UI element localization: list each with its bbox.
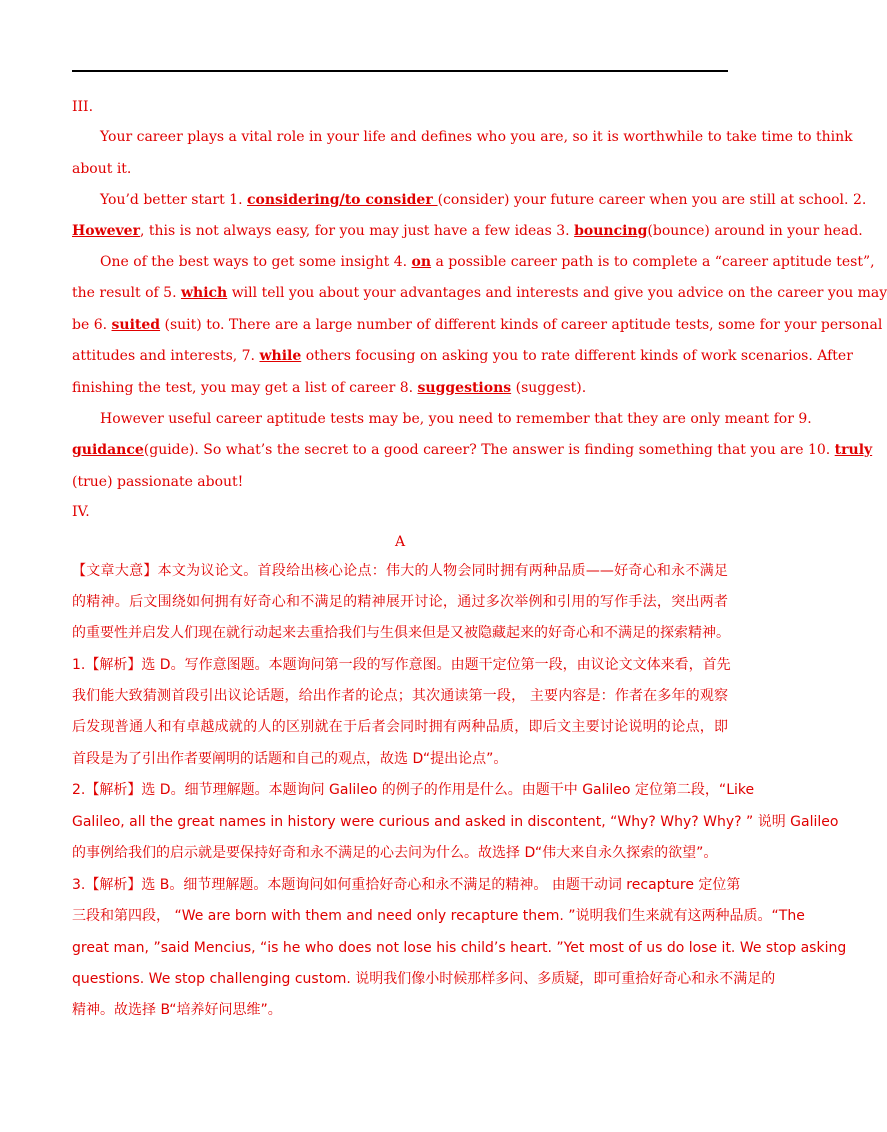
paragraph-line: [72, 316, 883, 334]
paragraph-line: (true) passionate about!: [72, 474, 244, 490]
analysis-line: questions. We stop challenging custom. 说明我们像小时候那样多问、多质疑，即可重拾好奇心和永不满足的: [72, 971, 776, 987]
answer-2: However: [72, 223, 140, 239]
analysis-line: 三段和第四段， “We are born with them and need only recapture them. ”说明我们生来就有这两种品质。“The: [72, 908, 805, 924]
analysis-line: 1.【解析】选 D。写作意图题。本题询问第一段的写作意图。由题干定位第一段，由议论文文体来看，首先: [72, 657, 731, 673]
analysis-line: great man, ”said Mencius, “is he who does not lose his child’s heart. ”Yet most of us do lose it. We stop asking: [72, 940, 847, 956]
analysis-line: 2.【解析】选 D。细节理解题。本题询问 Galileo 的例子的作用是什么。由题干中 Galileo 定位第二段，“Like: [72, 782, 755, 798]
text-run: (suit) to. There are a large number of different kinds of career aptitude tests, some for your personal: [160, 317, 883, 333]
paragraph-line: [72, 441, 873, 459]
analysis-line: Galileo, all the great names in history were curious and asked in discontent, “Why? Why? Why? ” 说明 Galileo: [72, 814, 839, 830]
summary-line: 的精神。后文围绕如何拥有好奇心和不满足的精神展开讨论，通过多次举例和引用的写作手法，突出两者: [72, 594, 728, 610]
answer-9: guidance: [72, 442, 144, 458]
answer-8: suggestions: [417, 380, 512, 396]
answer-5: which: [180, 285, 228, 301]
text-run: will tell you about your advantages and interests and give you advice on the career you may: [227, 285, 887, 301]
text-run: , this is not always easy, for you may just have a few ideas 3.: [139, 223, 575, 239]
answer-7: while: [259, 348, 302, 364]
paragraph-line: [72, 253, 875, 271]
text-run: (suggest).: [511, 380, 587, 396]
text-run: (consider) your future career when you are still at school. 2.: [437, 192, 867, 208]
section-iii-heading: III.: [72, 99, 94, 115]
analysis-line: 首段是为了引出作者要阐明的话题和自己的观点，故选 D“提出论点”。: [72, 751, 508, 767]
answer-1: considering/to consider: [247, 192, 438, 208]
header-rule: [72, 70, 728, 72]
answer-10: truly: [834, 442, 873, 458]
analysis-line: 我们能大致猜测首段引出议论话题，给出作者的论点；其次通读第一段， 主要内容是：作者在多年的观察: [72, 688, 728, 704]
paragraph-line: [72, 222, 863, 240]
answer-4: on: [411, 254, 432, 270]
answer-3: bouncing: [574, 223, 648, 239]
paragraph-line: about it.: [72, 161, 132, 177]
paragraph-line: However useful career aptitude tests may be, you need to remember that they are only meant for 9.: [100, 411, 812, 427]
paragraph-line: [72, 379, 728, 397]
paragraph-line: [72, 284, 887, 302]
text-run: You’d better start 1.: [100, 192, 247, 208]
paragraph-line: [72, 347, 853, 365]
text-run: a possible career path is to complete a “career aptitude test”,: [431, 254, 875, 270]
summary-line: 的重要性并启发人们现在就行动起来去重拾我们与生俱来但是又被隐藏起来的好奇心和不满足的探索精神。: [72, 625, 730, 641]
analysis-line: 后发现普通人和有卓越成就的人的区别就在于后者会同时拥有两种品质，即后文主要讨论说明的论点，即: [72, 719, 728, 735]
text-run: others focusing on asking you to rate different kinds of work scenarios. After: [301, 348, 853, 364]
text-run: be 6.: [72, 317, 112, 333]
analysis-line: 精神。故选择 B“培养好问思维”。: [72, 1002, 282, 1018]
analysis-line: 的事例给我们的启示就是要保持好奇和永不满足的心去问为什么。故选择 D“伟大来自永久探索的欲望”。: [72, 845, 718, 861]
paragraph-line: Your career plays a vital role in your life and defines who you are, so it is worthwhile to take time to think: [100, 129, 853, 145]
text-run: One of the best ways to get some insight 4.: [100, 254, 412, 270]
paragraph-line: [72, 191, 867, 209]
answer-6: suited: [111, 317, 161, 333]
summary-line: 【文章大意】本文为议论文。首段给出核心论点：伟大的人物会同时拥有两种品质——好奇心和永不满足: [72, 563, 728, 579]
text-run: finishing the test, you may get a list of career 8.: [72, 380, 418, 396]
part-label: A: [394, 534, 406, 550]
section-iv-heading: IV.: [72, 504, 90, 520]
text-run: (bounce) around in your head.: [647, 223, 863, 239]
analysis-line: 3.【解析】选 B。细节理解题。本题询问如何重拾好奇心和永不满足的精神。 由题干动词 recapture 定位第: [72, 877, 741, 893]
text-run: the result of 5.: [72, 285, 181, 301]
text-run: attitudes and interests, 7.: [72, 348, 260, 364]
text-run: (guide). So what’s the secret to a good career? The answer is finding something that you are 10.: [143, 442, 835, 458]
